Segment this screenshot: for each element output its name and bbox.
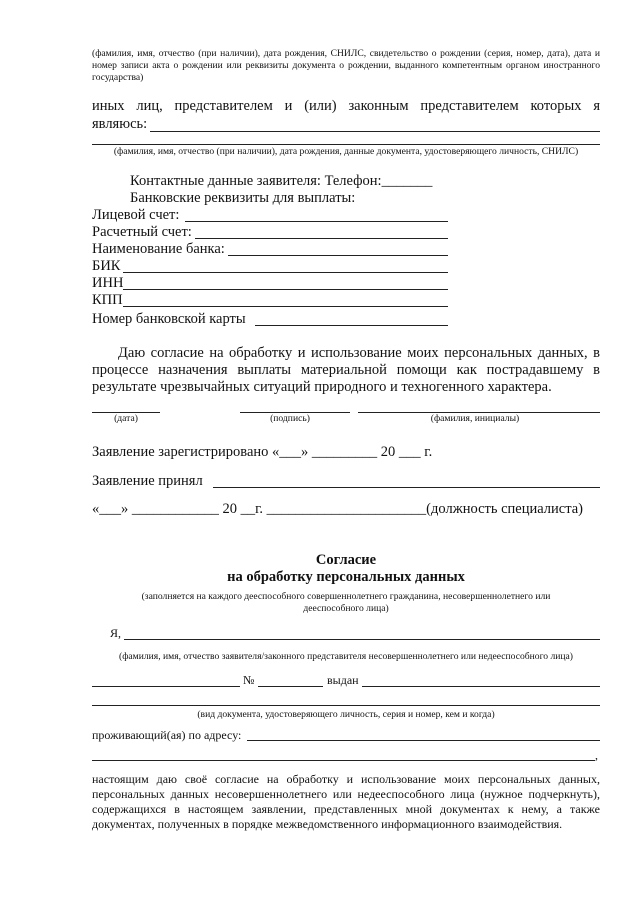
bank-field-bik-label: БИК — [92, 258, 121, 274]
bank-field-account-label: Лицевой счет: — [92, 207, 180, 223]
name-caption: (фамилия, инициалы) — [430, 413, 520, 424]
bank-field-bank-name-label: Наименование банка: — [92, 241, 225, 257]
fio-line[interactable] — [124, 639, 600, 640]
doc-number-line[interactable] — [258, 686, 323, 687]
consent-title: Согласие — [315, 552, 377, 568]
bank-field-card-line[interactable] — [255, 325, 448, 326]
address-line-2[interactable] — [92, 760, 595, 761]
doc-details-line[interactable] — [92, 705, 600, 706]
consent-paragraph: Даю согласие на обработку и использование моих персональных данных, в процессе назначения выплаты материальной помощи как пострадавшему в результате чрезвычайных ситуаций природного и техногенного характера. — [92, 345, 600, 395]
accepted-date-text: «___» ____________ 20 __г. ______________________(должность специалиста) — [92, 501, 584, 517]
other-persons-line[interactable] — [150, 131, 600, 132]
bank-heading: Банковские реквизиты для выплаты: — [130, 190, 356, 206]
contacts-label: Контактные данные заявителя: Телефон:_______ — [130, 173, 433, 189]
address-label: проживающий(ая) по адресу: — [92, 728, 242, 742]
other-persons-label: являюсь: — [92, 116, 148, 132]
bank-field-kpp-line[interactable] — [123, 306, 448, 307]
other-persons-text: иных лиц, представителем и (или) законным представителем которых я — [92, 98, 600, 114]
consent-subtitle: (заполняется на каждого дееспособного совершеннолетнего гражданина, несовершеннолетнего или дееспособного лица) — [141, 591, 551, 614]
doc-type-line[interactable] — [92, 686, 240, 687]
fio-caption: (фамилия, имя, отчество заявителя/законного представителя несовершеннолетнего или недееспособного лица) — [119, 651, 573, 662]
accepted-line[interactable] — [213, 487, 600, 488]
accepted-label: Заявление принял — [92, 473, 203, 489]
signature-caption: (подпись) — [270, 413, 310, 424]
bank-field-inn-line[interactable] — [123, 289, 448, 290]
bank-field-bik-line[interactable] — [123, 272, 448, 273]
bank-field-bank-name-line[interactable] — [228, 255, 448, 256]
registered-text: Заявление зарегистрировано «___» _________ 20 ___ г. — [92, 444, 433, 460]
bank-field-inn-label: ИНН — [92, 275, 124, 291]
number-sign: № — [243, 673, 255, 687]
consent-title-2: на обработку персональных данных — [227, 569, 465, 585]
top-caption: (фамилия, имя, отчество (при наличии), дата рождения, СНИЛС, свидетельство о рождении (серия, номер, дата), дата и номер записи акта о рождении или реквизиты документа о рождении, выданного компетентным органом иностранного государства) — [92, 48, 600, 83]
address-comma: , — [595, 748, 598, 762]
applicant-line[interactable] — [92, 144, 600, 145]
doc-caption: (вид документа, удостоверяющего личность, серия и номер, кем и когда) — [197, 709, 495, 720]
bank-field-kpp-label: КПП — [92, 292, 123, 308]
bank-field-card-label: Номер банковской карты — [92, 311, 246, 327]
issued-label: выдан — [327, 673, 359, 687]
i-label: Я, — [110, 626, 122, 640]
bank-field-settlement-line[interactable] — [195, 238, 448, 239]
address-line[interactable] — [247, 740, 600, 741]
date-caption: (дата) — [114, 413, 138, 424]
issued-line[interactable] — [362, 686, 600, 687]
bank-field-settlement-label: Расчетный счет: — [92, 224, 192, 240]
applicant-caption: (фамилия, имя, отчество (при наличии), дата рождения, данные документа, удостоверяющего личность, СНИЛС) — [113, 146, 579, 157]
final-paragraph: настоящим даю своё согласие на обработку и использование моих персональных данных, персональных данных несовершеннолетнего или недееспособного лица (нужное подчеркнуть), содержащихся в настоящем заявлении, представленных мной документах к нему, а также документах, полученных в порядке межведомственного информационного взаимодействия. — [92, 772, 600, 831]
bank-field-account-line[interactable] — [185, 221, 448, 222]
